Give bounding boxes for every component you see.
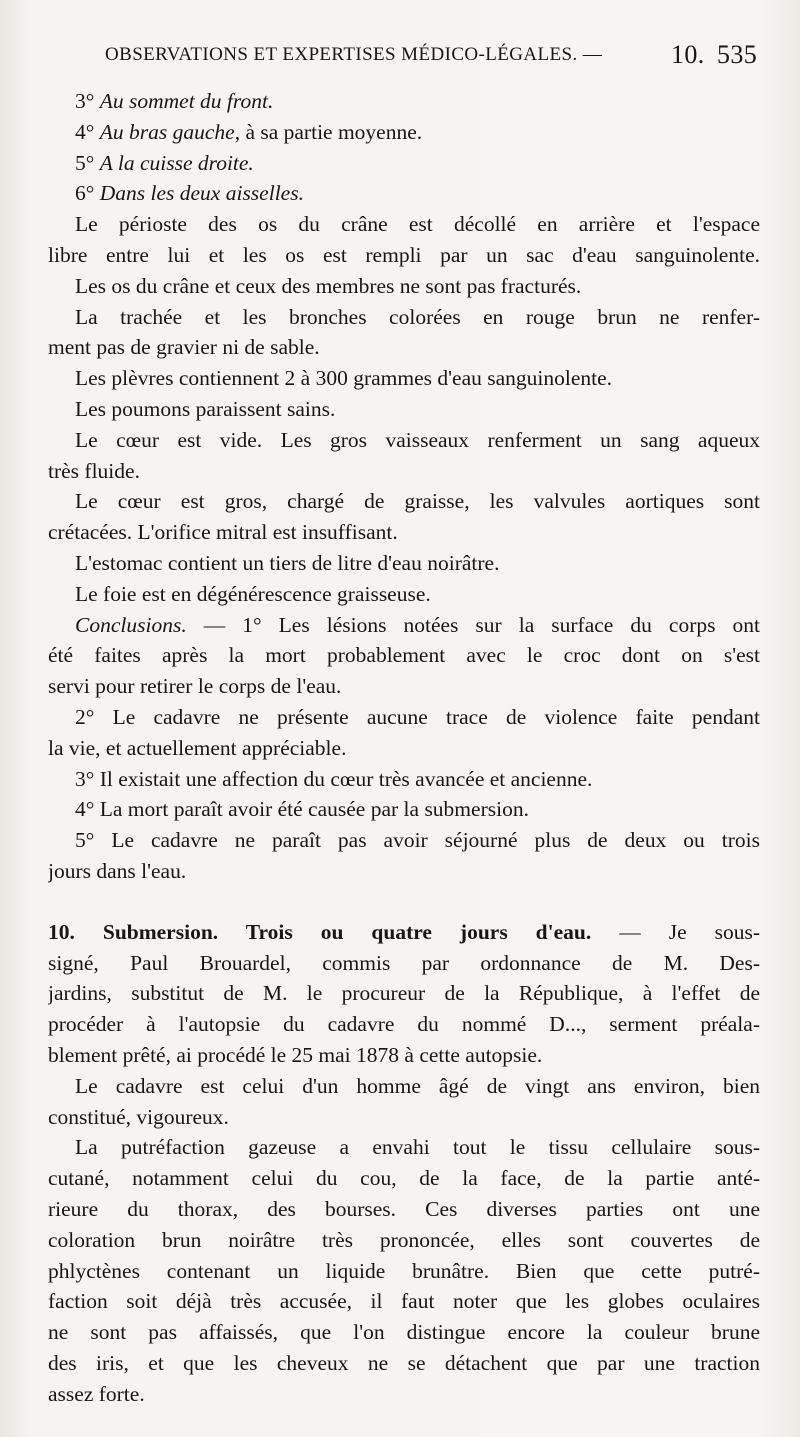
text-line <box>48 1103 760 1132</box>
text-line <box>75 364 760 393</box>
line-text: 5° <box>75 151 100 175</box>
text-line <box>48 457 760 486</box>
line-text: rieure du thorax, des bourses. Ces diverses parties ont une <box>48 1197 760 1221</box>
line-text: blement prêté, ai procédé le 25 mai 1878 à cette autopsie. <box>48 1043 543 1067</box>
header-title: OBSERVATIONS ET EXPERTISES MÉDICO-LÉGALES. — <box>105 44 603 65</box>
text-line <box>48 518 760 547</box>
line-text: faction soit déjà très accusée, il faut noter que les globes oculaires <box>48 1289 760 1313</box>
text-line <box>48 672 760 701</box>
line-text: des iris, et que les cheveux ne se détachent que par une traction <box>48 1351 760 1375</box>
line-text: crétacées. L'orifice mitral est insuffisant. <box>48 520 398 544</box>
text-line <box>48 1226 760 1255</box>
line-text: servi pour retirer le corps de l'eau. <box>48 674 342 698</box>
text-line <box>75 426 760 455</box>
text-line <box>75 149 760 178</box>
text-line <box>48 979 760 1008</box>
italic-text: A la cuisse droite. <box>99 151 254 175</box>
text-line <box>48 1318 760 1347</box>
line-text: assez forte. <box>48 1382 145 1406</box>
text-line <box>48 241 760 270</box>
italic-text: Au sommet du front. <box>99 89 274 113</box>
line-text: Le périoste des os du crâne est décollé en arrière et l'espace <box>75 212 760 236</box>
text-line <box>48 1195 760 1224</box>
running-header <box>105 40 770 74</box>
text-line <box>48 333 760 362</box>
line-text: Le foie est en dégénérescence graisseuse. <box>75 582 431 606</box>
line-text: 2° Le cadavre ne présente aucune trace de violence faite pendant <box>75 705 760 729</box>
line-text: jardins, substitut de M. le procureur de la République, à l'effet de <box>48 981 760 1005</box>
text-line <box>48 1010 760 1039</box>
line-text: 6° <box>75 181 100 205</box>
text-line <box>75 395 760 424</box>
text-line <box>48 918 760 947</box>
line-text: la vie, et actuellement appréciable. <box>48 736 347 760</box>
line-text: procéder à l'autopsie du cadavre du nommé D..., serment préala- <box>48 1012 760 1036</box>
line-text: ment pas de gravier ni de sable. <box>48 335 320 359</box>
line-text: signé, Paul Brouardel, commis par ordonnance de M. Des- <box>48 951 760 975</box>
text-line <box>75 549 760 578</box>
section-number: 10. <box>671 40 705 69</box>
line-text: constitué, vigoureux. <box>48 1105 229 1129</box>
italic-text: Au bras gauche <box>99 120 235 144</box>
italic-text: Dans les deux aisselles. <box>99 181 304 205</box>
text-line <box>48 857 760 886</box>
text-line <box>75 1072 760 1101</box>
line-text: La trachée et les bronches colorées en rouge brun ne renfer- <box>75 305 760 329</box>
line-text: ne sont pas affaissés, que l'on distingue encore la couleur brune <box>48 1320 760 1344</box>
section-heading: 10. Submersion. Trois ou quatre jours d'eau. <box>48 920 592 944</box>
line-text: Les os du crâne et ceux des membres ne sont pas fracturés. <box>75 274 582 298</box>
line-text: L'estomac contient un tiers de litre d'eau noirâtre. <box>75 551 500 575</box>
text-line <box>48 734 760 763</box>
line-text: Le cœur est vide. Les gros vaisseaux renferment un sang aqueux <box>75 428 760 452</box>
line-text: Le cœur est gros, chargé de graisse, les valvules aortiques sont <box>75 489 760 513</box>
text-line <box>75 703 760 732</box>
line-text: 5° Le cadavre ne paraît pas avoir séjourné plus de deux ou trois <box>75 828 760 852</box>
text-line <box>75 795 760 824</box>
line-text: 3° Il existait une affection du cœur très avancée et ancienne. <box>75 767 593 791</box>
line-text: phlyctènes contenant un liquide brunâtre. Bien que cette putré- <box>48 1259 760 1283</box>
text-line <box>75 303 760 332</box>
line-text: 4° <box>75 120 100 144</box>
line-text: , à sa partie moyenne. <box>234 120 423 144</box>
text-line <box>48 1041 760 1070</box>
text-line <box>48 1380 760 1409</box>
text-line <box>75 826 760 855</box>
text-line <box>75 1133 760 1162</box>
text-line <box>48 1164 760 1193</box>
line-text: 4° La mort paraît avoir été causée par la submersion. <box>75 797 529 821</box>
page-number: 535 <box>717 40 758 69</box>
text-line <box>75 580 760 609</box>
text-line <box>48 1257 760 1286</box>
line-text: — 1° Les lésions notées sur la surface du corps ont <box>186 613 760 637</box>
text-line <box>75 765 760 794</box>
text-line <box>75 179 760 208</box>
text-line <box>75 118 760 147</box>
line-text: très fluide. <box>48 459 140 483</box>
text-line <box>48 1349 760 1378</box>
line-text: — Je sous- <box>591 920 760 944</box>
text-line <box>75 272 760 301</box>
line-text: Les poumons paraissent sains. <box>75 397 336 421</box>
line-text: été faites après la mort probablement avec le croc dont on s'est <box>48 643 760 667</box>
text-line <box>75 87 760 116</box>
line-text: libre entre lui et les os est rempli par un sac d'eau sanguinolente. <box>48 243 760 267</box>
line-text: jours dans l'eau. <box>48 859 187 883</box>
line-text: coloration brun noirâtre très prononcée, elles sont couvertes de <box>48 1228 760 1252</box>
text-line <box>48 949 760 978</box>
line-text: cutané, notamment celui du cou, de la face, de la partie anté- <box>48 1166 760 1190</box>
line-text: Les plèvres contiennent 2 à 300 grammes d'eau sanguinolente. <box>75 366 613 390</box>
text-line <box>75 487 760 516</box>
text-line <box>48 641 760 670</box>
line-text: Le cadavre est celui d'un homme âgé de vingt ans environ, bien <box>75 1074 760 1098</box>
italic-text: Conclusions. <box>75 613 187 637</box>
text-line <box>75 611 760 640</box>
line-text: 3° <box>75 89 100 113</box>
line-text: La putréfaction gazeuse a envahi tout le tissu cellulaire sous- <box>75 1135 760 1159</box>
text-line <box>48 1287 760 1316</box>
text-line <box>75 210 760 239</box>
